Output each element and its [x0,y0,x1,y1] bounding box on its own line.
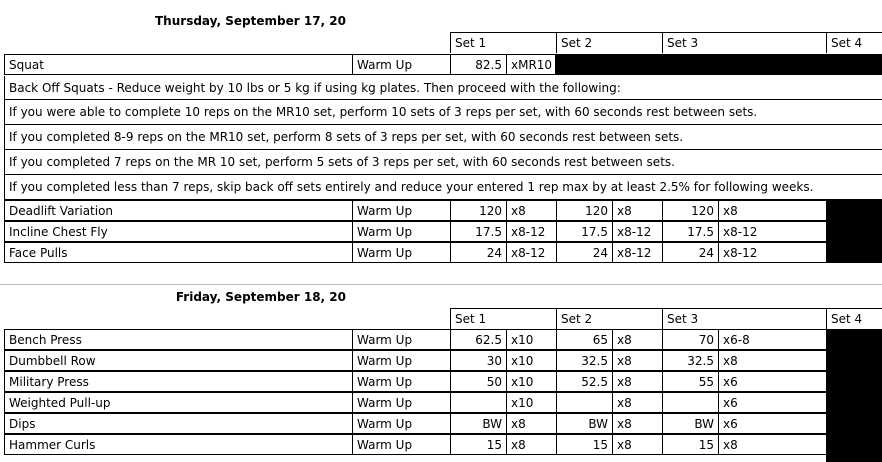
fri-row-set3-reps: x6 [718,392,826,413]
thu-set1-header: Set 1 [450,32,556,53]
fri-row-set1-weight: 30 [450,350,506,371]
note-back-off: Back Off Squats - Reduce weight by 10 lbs or 5 kg if using kg plates. Then proceed with the following: [4,76,882,100]
fri-row-name: Dips [4,413,352,434]
thu-row-name: Deadlift Variation [4,200,352,221]
fri-set4-blacked [826,329,882,462]
fri-row-set1-reps: x8 [506,434,556,455]
fri-row-set2-weight: BW [556,413,612,434]
thu-row-set3-weight: 17.5 [662,221,718,242]
fri-row-set1-reps: x10 [506,329,556,350]
fri-row-set3-reps: x6 [718,413,826,434]
thu-row-set2-reps: x8-12 [612,221,662,242]
thu-set2-header: Set 2 [556,32,662,53]
day-divider [0,284,882,285]
thu-row-set3-weight: 24 [662,242,718,263]
thu-row-set2-weight: 17.5 [556,221,612,242]
thu-row-set1-reps: x8 [506,200,556,221]
fri-row-set1-reps: x10 [506,371,556,392]
fri-row-warmup: Warm Up [352,392,450,413]
note-10-reps: If you were able to complete 10 reps on the MR10 set, perform 10 sets of 3 reps per set, with 60 seconds rest between sets. [4,100,882,125]
fri-set4-header: Set 4 [826,308,882,329]
fri-row-name: Military Press [4,371,352,392]
fri-row-warmup: Warm Up [352,371,450,392]
thu-row-set1-reps: x8-12 [506,242,556,263]
fri-row-set3-weight: 70 [662,329,718,350]
fri-row-name: Weighted Pull-up [4,392,352,413]
fri-row-warmup: Warm Up [352,329,450,350]
thu-row-set3-weight: 120 [662,200,718,221]
fri-row-set1-weight: BW [450,413,506,434]
fri-row-name: Dumbbell Row [4,350,352,371]
fri-row-set2-weight [556,392,612,413]
thu-row-set1-weight: 17.5 [450,221,506,242]
thu-row-name: Incline Chest Fly [4,221,352,242]
fri-row-set1-reps: x8 [506,413,556,434]
thu-set4-blacked [826,200,882,263]
fri-set2-header: Set 2 [556,308,662,329]
fri-row-set3-reps: x6-8 [718,329,826,350]
thu-row-name: Face Pulls [4,242,352,263]
fri-row-set1-weight: 62.5 [450,329,506,350]
note-7-reps: If you completed 7 reps on the MR 10 set, perform 5 sets of 3 reps per set, with 60 seconds rest between sets. [4,150,882,175]
thu-row-warmup: Warm Up [352,200,450,221]
squat-set1-reps: xMR10 [506,54,556,75]
fri-row-set2-reps: x8 [612,329,662,350]
squat-warmup: Warm Up [352,54,450,75]
thu-row-set1-reps: x8-12 [506,221,556,242]
fri-row-set3-weight: 32.5 [662,350,718,371]
fri-row-set3-weight: 55 [662,371,718,392]
thu-row-set2-weight: 24 [556,242,612,263]
fri-row-set2-weight: 52.5 [556,371,612,392]
thu-row-set1-weight: 120 [450,200,506,221]
thu-row-set1-weight: 24 [450,242,506,263]
thu-set4-header: Set 4 [826,32,882,53]
note-8-9-reps: If you completed 8-9 reps on the MR10 set, perform 8 sets of 3 reps per set, with 60 seconds rest between sets. [4,125,882,150]
thu-row-set2-weight: 120 [556,200,612,221]
fri-row-set2-weight: 65 [556,329,612,350]
fri-row-set3-reps: x6 [718,371,826,392]
fri-row-warmup: Warm Up [352,413,450,434]
thu-row-warmup: Warm Up [352,242,450,263]
fri-set1-header: Set 1 [450,308,556,329]
fri-row-set1-weight: 15 [450,434,506,455]
fri-row-warmup: Warm Up [352,434,450,455]
fri-row-warmup: Warm Up [352,350,450,371]
thu-row-set3-reps: x8-12 [718,242,826,263]
fri-row-set2-reps: x8 [612,350,662,371]
thu-row-set3-reps: x8 [718,200,826,221]
fri-row-set2-reps: x8 [612,371,662,392]
fri-row-set2-weight: 32.5 [556,350,612,371]
fri-row-set1-reps: x10 [506,392,556,413]
fri-row-set3-weight: BW [662,413,718,434]
thu-set3-header: Set 3 [662,32,826,53]
fri-set3-header: Set 3 [662,308,826,329]
fri-row-set3-reps: x8 [718,350,826,371]
fri-row-set2-reps: x8 [612,392,662,413]
fri-row-set2-weight: 15 [556,434,612,455]
fri-row-name: Bench Press [4,329,352,350]
thu-row-set3-reps: x8-12 [718,221,826,242]
squat-name: Squat [4,54,352,75]
fri-row-set1-reps: x10 [506,350,556,371]
note-less-than-7: If you completed less than 7 reps, skip back off sets entirely and reduce your entered 1 rep max by at least 2.5% for following weeks. [4,175,882,200]
thursday-title: Thursday, September 17, 20 [155,14,346,28]
thu-row-warmup: Warm Up [352,221,450,242]
squat-set1-weight: 82.5 [450,54,506,75]
fri-row-name: Hammer Curls [4,434,352,455]
squat-blacked-sets [556,54,882,75]
fri-row-set1-weight: 50 [450,371,506,392]
fri-row-set1-weight [450,392,506,413]
fri-row-set2-reps: x8 [612,434,662,455]
fri-row-set3-weight: 15 [662,434,718,455]
thu-row-set2-reps: x8-12 [612,242,662,263]
thu-row-set2-reps: x8 [612,200,662,221]
fri-row-set3-weight [662,392,718,413]
fri-row-set2-reps: x8 [612,413,662,434]
fri-row-set3-reps: x8 [718,434,826,455]
friday-title: Friday, September 18, 20 [175,290,346,304]
